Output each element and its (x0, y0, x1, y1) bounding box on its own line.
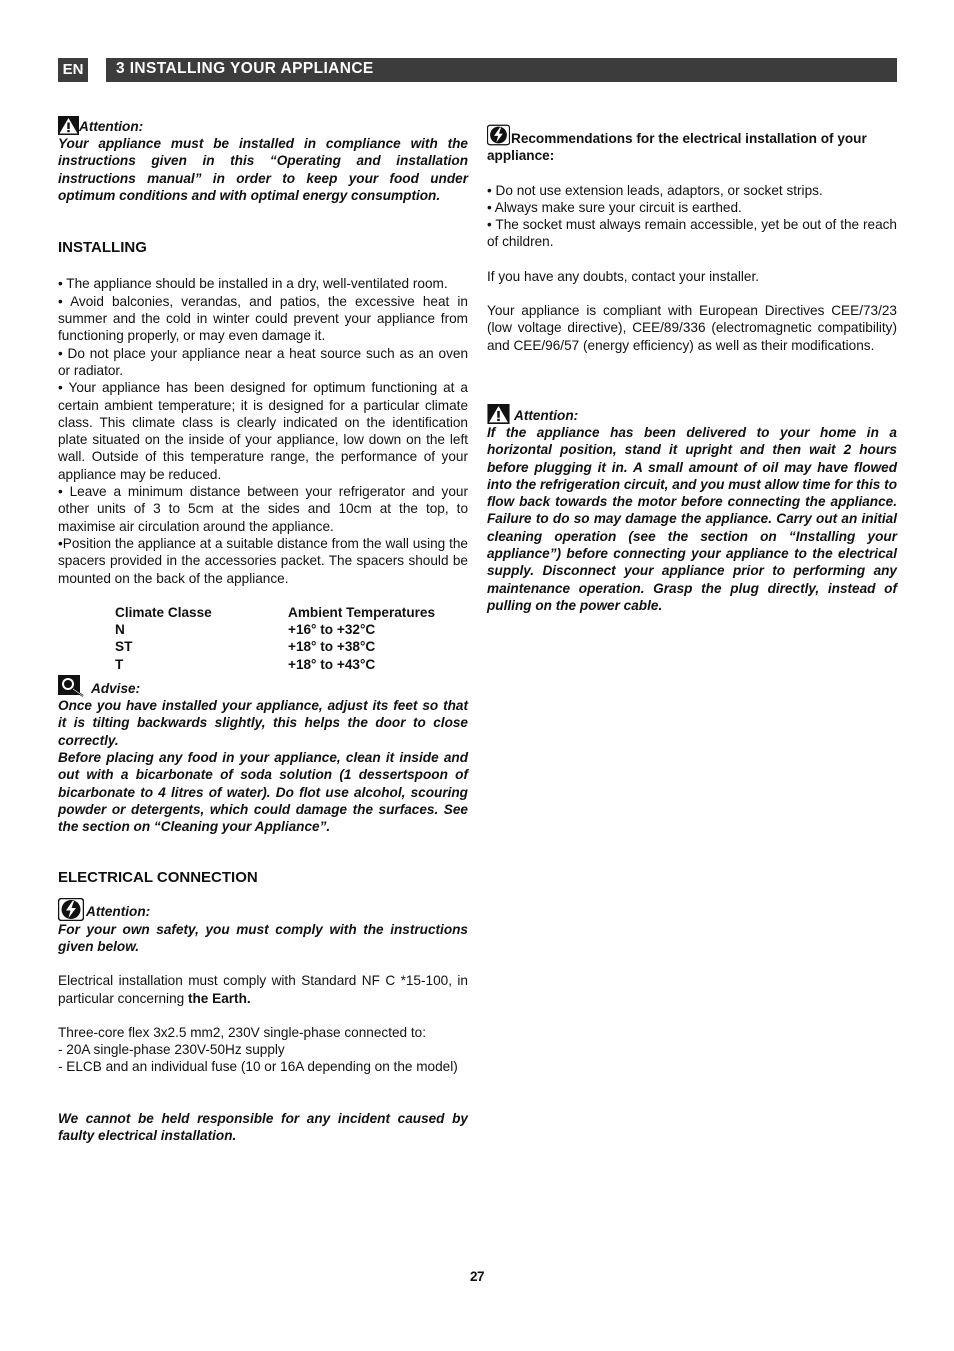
list-item: • The socket must always remain accessible, yet be out of the reach of children. (487, 217, 897, 250)
right-column (487, 124, 897, 614)
column-header: Climate Classe (115, 604, 212, 620)
warning-triangle-icon (487, 404, 510, 424)
table-cell: T (115, 656, 124, 672)
recommendations-list (487, 182, 897, 251)
electrical-attention-block (58, 898, 468, 956)
attention-label: Attention: (86, 904, 151, 920)
list-item: • The appliance should be installed in a dry, well-ventilated room. (58, 276, 448, 292)
recommendations-heading (487, 124, 897, 165)
table-row (115, 656, 465, 673)
standard-bold-text: the Earth. (187, 990, 251, 1006)
installing-list (58, 275, 468, 586)
list-item: • Your appliance has been designed for optimum functioning at a certain ambient temperature; it is designed for a particular climate class. This climate class is clearly indicated on the identification plate situated on the inside of your appliance, low down on the left wall. Outside of this temperature range, the performance of your appliance may be reduced. (58, 380, 468, 482)
table-cell: +18° to +43°C (288, 656, 376, 672)
recommendations-heading-text: Recommendations for the electrical installation of your appliance: (487, 131, 867, 164)
table-cell: ST (115, 639, 133, 655)
left-column (58, 116, 468, 1144)
list-item: • Avoid balconies, verandas, and patios, the excessive heat in summer and the cold in winter could prevent your appliance from functioning properly, or may even damage it. (58, 293, 468, 344)
attention-text: If the appliance has been delivered to your home in a horizontal position, stand it upright and then wait 2 hours before plugging it in. A small amount of oil may have flowed into the refrigeration circuit, and you must allow time for this to flow back towards the motor before connecting the appliance. Failure to do so may damage the appliance. Carry out an initial cleaning operation (see the section on “Installing your appliance”) before connecting your appliance to the electrical supply. Disconnect your appliance prior to performing any maintenance operation. Grasp the plug directly, instead of pulling on the power cable. (487, 424, 897, 613)
doubts-text: If you have any doubts, contact your installer. (487, 268, 760, 284)
directives-text: Your appliance is compliant with European Directives CEE/73/23 (low voltage directive), CEE/89/336 (electromagnetic compatibility) and CEE/96/57 (energy efficiency) as well as their modifications. (487, 303, 897, 353)
column-header: Ambient Temperatures (288, 604, 436, 620)
recommendations-block (487, 124, 897, 165)
table-row (115, 621, 465, 638)
table-cell: +16° to +32°C (288, 622, 376, 638)
list-item: • Do not place your appliance near a heat source such as an oven or radiator. (58, 345, 468, 378)
warning-triangle-icon (58, 116, 79, 135)
page-number: 27 (469, 1269, 485, 1284)
section-title: 3 INSTALLING YOUR APPLIANCE (106, 58, 897, 82)
list-item: • Always make sure your circuit is earthed. (487, 199, 742, 215)
list-item: - ELCB and an individual fuse (10 or 16A depending on the model) (58, 1059, 458, 1075)
list-item: • Leave a minimum distance between your refrigerator and your other units of 3 to 5cm at the sides and 10cm at the top, to maximise air circulation around the appliance. (58, 484, 468, 534)
climate-class-table (115, 604, 465, 673)
attention-label: Attention: (514, 407, 579, 423)
attention-text: Your appliance must be installed in compliance with the instructions given in this “Operating and installation instructions manual” in order to keep your food under optimum conditions and with optimal energy consumption. (58, 136, 468, 203)
advise-text: Before placing any food in your appliance, clean it inside and out with a bicarbonate of soda solution (1 dessertspoon of bicarbonate to 4 litres of water). Do flot use alcohol, scouring powder or detergents, which could damage the surfaces. See the section on “Cleaning your Appliance”. (58, 749, 468, 835)
language-badge: EN (58, 58, 88, 82)
list-item: •Position the appliance at a suitable distance from the wall using the spacers provided in the accessories packet. The spacers should be mounted on the back of the appliance. (58, 535, 468, 586)
table-header-row (115, 604, 465, 621)
installing-heading: INSTALLING (58, 239, 147, 257)
table-row (115, 638, 465, 655)
standard-text: Electrical installation must comply with Standard NF C *15-100, in particular concerning (58, 973, 468, 1006)
disclaimer-text: We cannot be held responsible for any incident caused by faulty electrical installation. (58, 1110, 468, 1144)
list-item: - 20A single-phase 230V-50Hz supply (58, 1042, 285, 1058)
electrical-heading: ELECTRICAL CONNECTION (58, 869, 258, 887)
advise-label: Advise: (91, 680, 141, 696)
attention-block-transport (487, 404, 897, 614)
standard-paragraph (58, 972, 468, 1007)
lightning-icon (58, 898, 84, 921)
lightning-icon (487, 124, 510, 146)
magnifier-icon (58, 675, 86, 697)
section-header (58, 58, 897, 82)
table-cell: +18° to +38°C (288, 639, 376, 655)
flex-intro: Three-core flex 3x2.5 mm2, 230V single-phase connected to: (58, 1024, 426, 1040)
list-item: • Do not use extension leads, adaptors, or socket strips. (487, 182, 823, 198)
advise-text: Once you have installed your appliance, adjust its feet so that it is tilting backwards slightly, this helps the door to close correctly. (58, 698, 468, 748)
attention-label: Attention: (79, 118, 144, 134)
advise-block (58, 675, 468, 835)
table-cell: N (115, 622, 125, 638)
attention-block-intro (58, 116, 468, 204)
attention-text: For your own safety, you must comply with the instructions given below. (58, 921, 468, 954)
